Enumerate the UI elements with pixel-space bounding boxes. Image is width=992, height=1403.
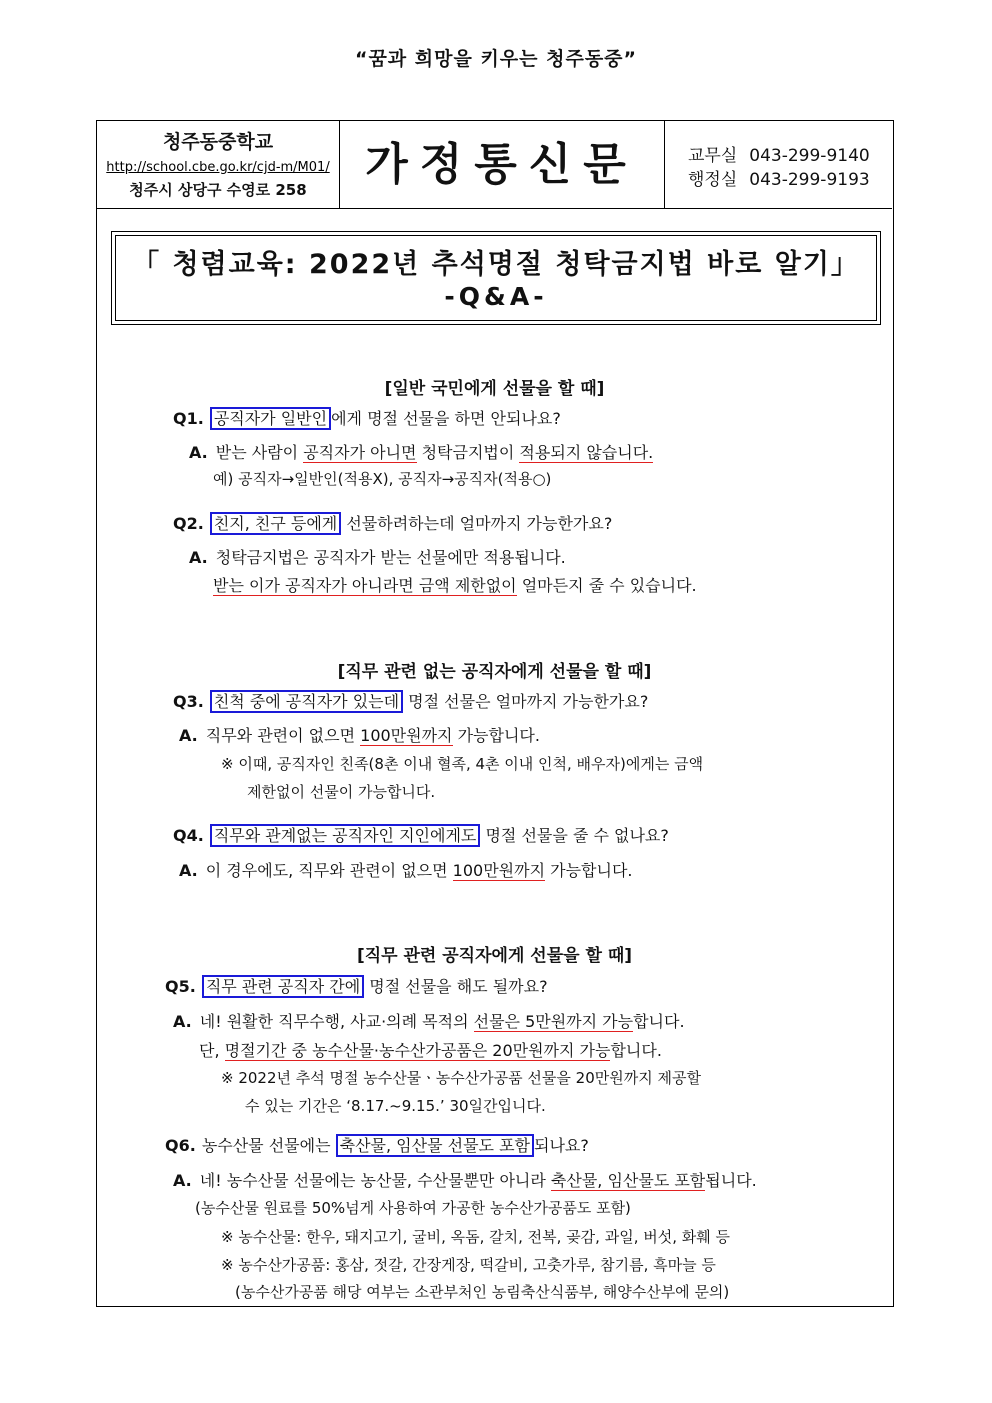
newsletter-frame — [96, 120, 894, 1307]
school-motto: “꿈과 희망을 키우는 청주동중” — [354, 48, 638, 70]
contact-row — [688, 165, 870, 190]
note: ※ 2022년 추석 명절 농수산물ㆍ농수산가공품 선물을 20만원까지 제공할 — [221, 1069, 701, 1087]
contact-info — [664, 121, 892, 208]
answer-5: A. 네! 원활한 직무수행, 사교·의례 목적의 선물은 5만원까지 가능합니다. — [173, 1012, 685, 1031]
question-2: Q2. 친지, 친구 등에게 선물하려하는데 얼마까지 가능한가요? — [173, 514, 613, 533]
answer-6-note: (농수산물 원료를 50%넘게 사용하여 가공한 농수산가공품도 포함) — [195, 1199, 631, 1217]
note: ※ 농수산가공품: 홍삼, 젓갈, 간장게장, 떡갈비, 고춧가루, 참기름, 흑마늘 등 — [221, 1256, 716, 1274]
answer-5-line2: 단, 명절기간 중 농수산물·농수산가공품은 20만원까지 가능합니다. — [199, 1041, 662, 1060]
school-name: 청주동중학교 — [162, 131, 274, 153]
doc-subtitle: -Q&A- — [444, 282, 548, 311]
section-heading: [직무 관련 공직자에게 선물을 할 때] — [356, 946, 633, 966]
note: (농수산가공품 해당 여부는 소관부처인 농림축산식품부, 해양수산부에 문의) — [235, 1283, 730, 1301]
doc-title-box — [111, 231, 881, 325]
answer-3: A. 직무와 관련이 없으면 100만원까지 가능합니다. — [179, 726, 540, 745]
contact-number: 043-299-9140 — [749, 146, 870, 166]
question-4: Q4. 직무와 관계없는 공직자인 지인에게도 명절 선물을 줄 수 없나요? — [173, 826, 669, 845]
school-info — [97, 121, 340, 208]
question-3: Q3. 친척 중에 공직자가 있는데 명절 선물은 얼마까지 가능한가요? — [173, 692, 649, 711]
note: 제한없이 선물이 가능합니다. — [247, 783, 436, 801]
question-5: Q5. 직무 관련 공직자 간에 명절 선물을 해도 될까요? — [165, 977, 548, 996]
note: 수 있는 기간은 ‘8.17.~9.15.’ 30일간입니다. — [245, 1097, 546, 1115]
question-6: Q6. 농수산물 선물에는 축산물, 임산물 선물도 포함 되나요? — [165, 1136, 589, 1155]
contact-label: 교무실 — [688, 146, 738, 166]
contact-row — [688, 141, 870, 166]
answer-1: A. 받는 사람이 공직자가 아니면 청탁금지법이 적용되지 않습니다. — [189, 443, 654, 462]
answer-2: A. 청탁금지법은 공직자가 받는 선물에만 적용됩니다. — [189, 548, 566, 567]
newsletter-header — [97, 121, 892, 209]
answer-1-example: 예) 공직자→일반인(적용X), 공직자→공직자(적용○) — [213, 470, 552, 488]
school-url-link[interactable]: http://school.cbe.go.kr/cjd-m/M01/ — [106, 160, 330, 175]
answer-2-line2: 받는 이가 공직자가 아니라면 금액 제한없이 얼마든지 줄 수 있습니다. — [213, 576, 697, 595]
answer-4: A. 이 경우에도, 직무와 관련이 없으면 100만원까지 가능합니다. — [179, 861, 633, 880]
school-address: 청주시 상당구 수영로 258 — [129, 181, 307, 199]
contact-number: 043-299-9193 — [749, 170, 870, 190]
section-heading: [일반 국민에게 선물을 할 때] — [384, 379, 605, 399]
newsletter-title: 가정통신문 — [339, 121, 665, 208]
question-1: Q1. 공직자가 일반인 에게 명절 선물을 하면 안되나요? — [173, 409, 561, 428]
note: ※ 농수산물: 한우, 돼지고기, 굴비, 옥돔, 갈치, 전복, 곶감, 과일, 버섯, 화훼 등 — [221, 1228, 730, 1246]
doc-title: 「 청렴교육: 2022년 추석명절 청탁금지법 바로 알기」 — [132, 249, 860, 280]
contact-label: 행정실 — [688, 170, 738, 190]
section-heading: [직무 관련 없는 공직자에게 선물을 할 때] — [337, 662, 652, 682]
note: ※ 이때, 공직자인 친족(8촌 이내 혈족, 4촌 이내 인척, 배우자)에게는 금액 — [221, 755, 704, 773]
answer-6: A. 네! 농수산물 선물에는 농산물, 수산물뿐만 아니라 축산물, 임산물도 포함됩니다. — [173, 1171, 757, 1190]
